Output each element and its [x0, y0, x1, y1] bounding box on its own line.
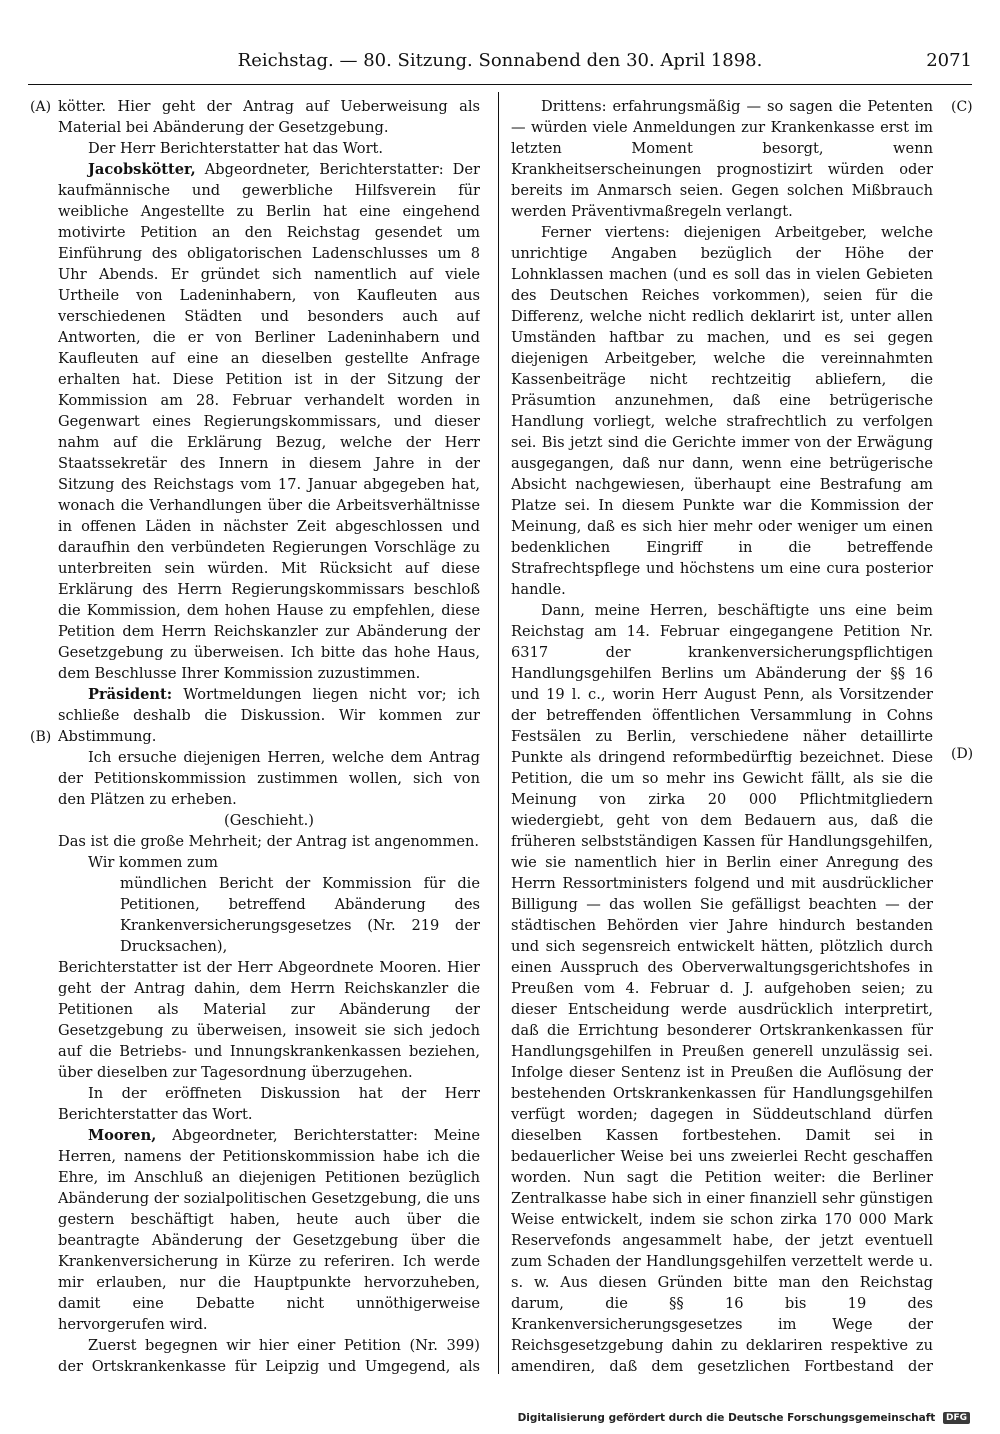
paragraph: Dann, meine Herren, beschäftigte uns eine beim Reichstag am 14. Februar eingegangene Petition Nr. 6317 der krankenversicherungspflichtigen Handlungsgehilfen Berlins um Abänderung der §§ 16 und 19 l. c., worin Herr August Penn, als Vorsitzender der betreffenden öffentlichen Versammlung in Cohns Festsälen zu Berlin, verschiedene näher detaillirte Punkte als dringend reformbedürftig bezeichnet. Diese Petition, die um so mehr ins Gewicht fällt, als sie die Meinung von zirka 20 000 Pflichtmitgliedern wiedergiebt, geht von dem Bedauern aus, daß die früheren selbstständigen Kassen für Handlungsgehilfen, wie sie namentlich hier in Berlin einer Anregung des Herrn Ressortministers folgend und mit ausdrücklicher Billigung — das wollen Sie gefälligst beachten — der städtischen Behörden vier Jahre hindurch bestanden und sich segensreich entwickelt hätten, plötzlich durch einen Ausspruch des Oberverwaltungsgerichtshofes in Preußen vom 4. Februar d. J. aufgehoben seien; zu dieser Entscheidung werde ausdrücklich interpretirt, daß die Errichtung besonderer Ortskrankenkassen für Handlungsgehilfen in Preußen generell unzulässig sei. Infolge dieser Sentenz ist in Preußen die Auflösung der bestehenden Ortskrankenkassen für Handlungsgehilfen verfügt worden; dagegen in Süddeutschland dürfen dieselben Kassen fortbestehen. Damit sei in bedauerlicher Weise bei uns zweierlei Recht geschaffen worden. Nun sagt die Petition weiter: die Berliner Zentralkasse habe sich in einer finanziell sehr günstigen Weise entwickelt, indem sie schon zirka 170 000 Mark Reservefonds angesammelt habe, der jetzt eventuell zum Schaden der Handlungsgehilfen verzettelt werde u. s. w. Aus diesen Gründen bitte man den Reichstag darum, die §§ 16 bis 19 des Krankenversicherungsgesetzes im Wege der Reichsgesetzgebung dahin zu deklariren respektive zu amendiren, daß dem gesetzlichen Fortbestand der	[511, 602, 933, 1375]
paragraph: Ferner viertens: diejenigen Arbeitgeber, welche unrichtige Angaben bezüglich der Höhe der Lohnklassen machen (und es soll das in vielen Gebieten des Deutschen Reiches vorkommen), seien für die Differenz, welche nicht redlich deklarirt ist, unter allen Umständen haftbar zu machen, und es sei gegen diejenigen Arbeitgeber, welche die vereinnahmten Kassenbeiträge nicht rechtzeitig abliefern, die Präsumtion anzunehmen, daß eine betrügerische Handlung vorliegt, welche strafrechtlich zu verfolgen sei. Bis jetzt sind die Gerichte immer von der Erwägung ausgegangen, daß nur dann, wenn eine betrügerische Absicht nachgewiesen, überhaupt eine Bestrafung am Platze sei. In diesem Punkte war die Kommission der Meinung, daß es sich hier mehr oder weniger um einen bedenklichen Eingriff in die betreffende Strafrechtspflege und höchstens um eine cura posterior handle.	[511, 224, 933, 598]
paragraph: Berichterstatter ist der Herr Abgeordnete Mooren. Hier geht der Antrag dahin, dem Herrn Reichskanzler die Petitionen als Material zur Abänderung der Gesetzgebung zu überweisen, insoweit sie sich jedoch auf die Betriebs- und Innungskrankenkassen beziehen, über dieselben zur Tagesordnung überzugehen.	[58, 959, 480, 1081]
paragraph: Zuerst begegnen wir hier einer Petition (Nr. 399) der Ortskrankenkasse für Leipzig und Umgegend, als	[58, 1337, 480, 1375]
margin-marker-b: (B)	[30, 729, 52, 745]
paragraph: Der Herr Berichterstatter hat das Wort.	[88, 140, 384, 157]
paragraph: Drittens: erfahrungsmäßig — so sagen die Petenten — würden viele Anmeldungen zur Krankenkasse erst im letzten Moment besorgt, wenn Krankheitserscheinungen prognostizirt würden oder bereits im Anmarsch seien. Gegen solchen Mißbrauch werden Präventivmaßregeln verlangt.	[511, 98, 933, 220]
agenda-item: mündlichen Bericht der Kommission für die Petitionen, betreffend Abänderung des Krankenversicherungsgesetzes (Nr. 219 der Drucksachen),	[120, 875, 480, 955]
footer-text: Digitalisierung gefördert durch die Deutsche Forschungsgemeinschaft	[517, 1412, 936, 1424]
speaker-name: Jacobskötter,	[88, 161, 196, 178]
speaker-name: Mooren,	[88, 1127, 157, 1144]
paragraph	[58, 684, 480, 747]
left-column	[58, 96, 480, 1376]
speech-text: Wortmeldungen liegen nicht vor; ich schließe deshalb die Diskussion. Wir kommen zur Abstimmung.	[58, 686, 480, 745]
column-divider	[498, 92, 499, 1374]
margin-marker-c: (C)	[951, 99, 973, 115]
right-column	[511, 96, 933, 1376]
paragraph	[58, 159, 480, 684]
paragraph: Wir kommen zum	[88, 854, 218, 871]
page-header	[28, 46, 972, 76]
running-title: Reichstag. — 80. Sitzung. Sonnabend den 30. April 1898.	[237, 50, 763, 71]
speech-text: Abgeordneter, Berichterstatter: Meine Herren, namens der Petitionskommission habe ich die Ehre, im Anschluß an diejenigen Petitionen bezüglich Abänderung der sozialpolitischen Gesetzgebung, die uns gestern beschäftigt haben, heute auch über die beantragte Abänderung der Gesetzgebung über die Krankenversicherung in Kürze zu referiren. Ich werde mir erlauben, nur die Hauptpunkte hervorzuheben, damit eine Debatte nicht unnöthigerweise hervorgerufen wird.	[58, 1127, 480, 1333]
header-rule	[28, 84, 972, 85]
paragraph: Ich ersuche diejenigen Herren, welche dem Antrag der Petitionskommission zustimmen wollen, sich von den Plätzen zu erheben.	[58, 749, 480, 808]
speech-text: Abgeordneter, Berichterstatter: Der kaufmännische und gewerbliche Hilfsverein für weibliche Angestellte zu Berlin hat eine eingehend motivirte Petition an den Reichstag gesendet um Einführung des obligatorischen Ladenschlusses um 8 Uhr Abends. Er gründet sich namentlich auf viele Urtheile von Ladeninhabern, von Kaufleuten aus verschiedenen Städten und besonders auch auf Antworten, die er von Berliner Ladeninhabern und Kaufleuten auf eine an dieselben gestellte Anfrage erhalten hat. Diese Petition ist in der Sitzung der Kommission am 28. Februar verhandelt worden in Gegenwart eines Regierungskommissars, und dieser nahm auf die Erklärung Bezug, welche der Herr Staatssekretär des Innern in diesem Jahre in der Sitzung des Reichstags vom 17. Januar abgegeben hat, wonach die Verhandlungen über die Arbeitsverhältnisse in offenen Läden in nächster Zeit abgeschlossen und daraufhin den verbündeten Regierungen Vorschläge zu unterbreiten sein würden. Mit Rücksicht auf diese Erklärung des Herrn Regierungskommissars beschloß die Kommission, dem hohen Hause zu empfehlen, diese Petition dem Herrn Reichskanzler zur Abänderung der Gesetzgebung zu überweisen. Ich bitte das hohe Haus, dem Beschlusse Ihrer Kommission zuzustimmen.	[58, 161, 480, 682]
stage-direction: (Geschieht.)	[224, 812, 314, 829]
page-number: 2071	[926, 50, 972, 71]
paragraph	[58, 1125, 480, 1335]
speaker-name: Präsident:	[88, 686, 173, 703]
footer-credit	[518, 1412, 970, 1424]
paragraph: Das ist die große Mehrheit; der Antrag ist angenommen.	[58, 833, 480, 850]
margin-marker-d: (D)	[951, 746, 974, 762]
margin-marker-a: (A)	[30, 99, 52, 115]
dfg-logo-icon: DFG	[943, 1412, 970, 1424]
paragraph: In der eröffneten Diskussion hat der Herr Berichterstatter das Wort.	[58, 1085, 480, 1123]
paragraph: kötter. Hier geht der Antrag auf Ueberweisung als Material bei Abänderung der Gesetzgebung.	[58, 98, 480, 136]
